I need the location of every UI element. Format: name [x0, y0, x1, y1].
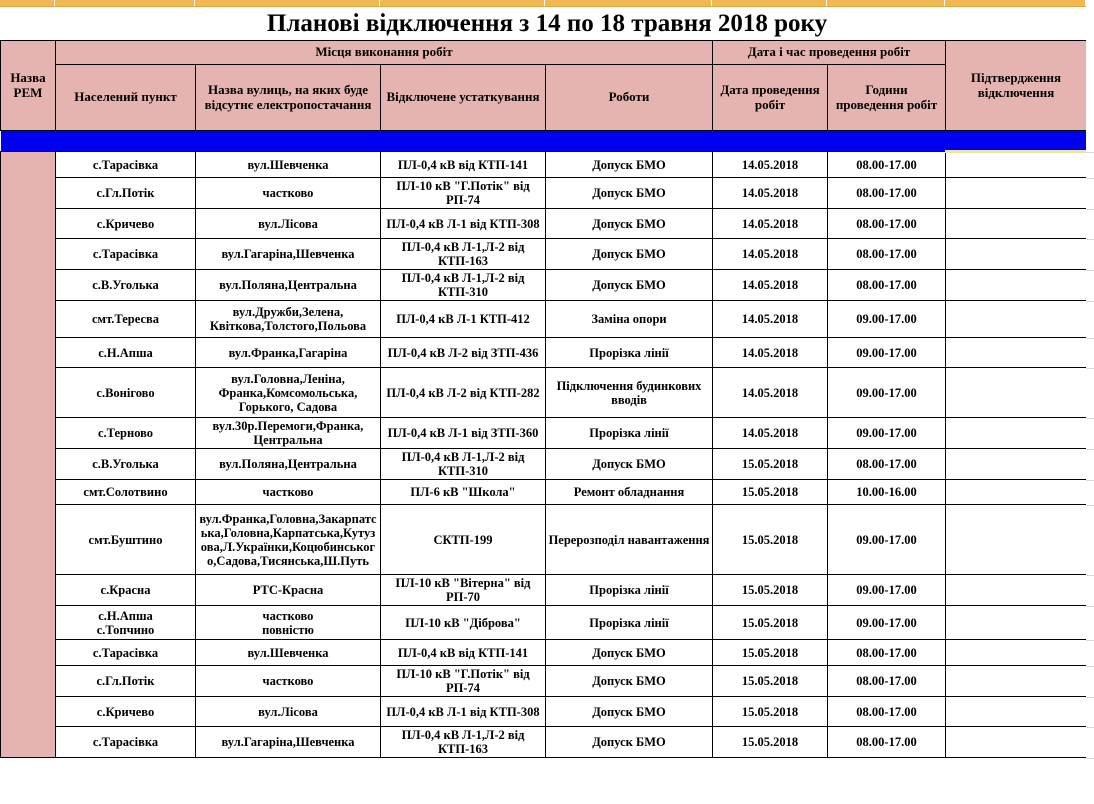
cell-streets[interactable]: частково повністю [196, 606, 381, 640]
selection-band-cell-6 [828, 131, 946, 152]
cell-streets[interactable]: вул.Шевченка [196, 152, 381, 178]
selection-band-cell-2 [196, 131, 381, 152]
cell-confirmation[interactable] [946, 239, 1087, 270]
column-strip-segment-3 [380, 0, 545, 6]
cell-confirmation[interactable] [946, 338, 1087, 368]
cell-works[interactable]: Допуск БМО [546, 449, 713, 480]
gutter-tick [1086, 418, 1094, 419]
cell-confirmation[interactable] [946, 640, 1087, 666]
cell-hours[interactable]: 08.00-17.00 [828, 209, 946, 239]
gutter-tick [1086, 178, 1094, 179]
gutter-tick [1086, 152, 1094, 153]
cell-hours[interactable]: 09.00-17.00 [828, 338, 946, 368]
cell-town[interactable]: смт.Тересва [56, 301, 196, 338]
column-strip-segment-5 [712, 0, 827, 6]
cell-works[interactable]: Допуск БМО [546, 152, 713, 178]
cell-hours[interactable]: 09.00-17.00 [828, 575, 946, 606]
cell-town[interactable]: смт.Солотвино [56, 480, 196, 505]
cell-works[interactable]: Допуск БМО [546, 270, 713, 301]
col-header-date: Дата проведення робіт [713, 65, 828, 131]
right-gutter [1086, 0, 1094, 804]
cell-date[interactable]: 15.05.2018 [713, 640, 828, 666]
cell-hours[interactable]: 08.00-17.00 [828, 239, 946, 270]
cell-date[interactable]: 14.05.2018 [713, 270, 828, 301]
cell-equipment[interactable]: ПЛ-0,4 кВ Л-1,Л-2 від КТП-163 [381, 239, 546, 270]
header-group-row [1, 41, 1087, 65]
cell-works[interactable]: Допуск БМО [546, 666, 713, 697]
cell-streets[interactable]: РТС-Красна [196, 575, 381, 606]
cell-town[interactable]: с.Кричево [56, 697, 196, 727]
selection-band-cell-3 [381, 131, 546, 152]
table-header [1, 41, 1087, 131]
gutter-tick [1086, 758, 1094, 759]
cell-works[interactable]: Прорізка лінії [546, 418, 713, 449]
cell-works[interactable]: Підключення будинкових вводів [546, 368, 713, 418]
selection-band-cell-0 [1, 131, 56, 152]
cell-confirmation[interactable] [946, 178, 1087, 209]
table-row[interactable] [1, 727, 1087, 758]
cell-confirmation[interactable] [946, 301, 1087, 338]
gutter-tick [1086, 575, 1094, 576]
cell-town[interactable]: с.Тарасівка [56, 640, 196, 666]
selection-band-cell-5 [713, 131, 828, 152]
cell-hours[interactable]: 08.00-17.00 [828, 727, 946, 758]
cell-works[interactable]: Заміна опори [546, 301, 713, 338]
table-row[interactable] [1, 152, 1087, 178]
gutter-tick [1086, 697, 1094, 698]
cell-equipment[interactable]: ПЛ-10 кВ "Г.Потік" від РП-74 [381, 666, 546, 697]
cell-town[interactable]: с.Тарасівка [56, 239, 196, 270]
cell-works[interactable]: Ремонт обладнання [546, 480, 713, 505]
table-row[interactable] [1, 480, 1087, 505]
gutter-tick [1086, 666, 1094, 667]
cell-streets[interactable]: вул.Гагаріна,Шевченка [196, 727, 381, 758]
cell-confirmation[interactable] [946, 727, 1087, 758]
cell-hours[interactable]: 09.00-17.00 [828, 606, 946, 640]
cell-town[interactable]: с.Тарасівка [56, 152, 196, 178]
cell-equipment[interactable]: ПЛ-10 кВ "Вітерна" від РП-70 [381, 575, 546, 606]
cell-hours[interactable]: 08.00-17.00 [828, 449, 946, 480]
column-strip-segment-7 [945, 0, 1086, 6]
cell-streets[interactable]: вул.Лісова [196, 697, 381, 727]
cell-date[interactable]: 15.05.2018 [713, 666, 828, 697]
cell-confirmation[interactable] [946, 368, 1087, 418]
cell-equipment[interactable]: ПЛ-10 кВ "Г.Потік" від РП-74 [381, 178, 546, 209]
cell-hours[interactable]: 09.00-17.00 [828, 505, 946, 575]
cell-date[interactable]: 15.05.2018 [713, 575, 828, 606]
col-header-town: Населений пункт [56, 65, 196, 131]
cell-confirmation[interactable] [946, 666, 1087, 697]
col-header-confirmation: Підтвердження відключення [946, 41, 1087, 131]
gutter-tick [1086, 209, 1094, 210]
table-row[interactable] [1, 270, 1087, 301]
cell-town[interactable]: с.Красна [56, 575, 196, 606]
col-group-places: Місця виконання робіт [56, 41, 713, 65]
cell-streets[interactable]: вул.Шевченка [196, 640, 381, 666]
gutter-tick [1086, 368, 1094, 369]
spreadsheet-column-strip [0, 0, 1094, 7]
column-strip-segment-4 [545, 0, 712, 6]
cell-works[interactable]: Допуск БМО [546, 697, 713, 727]
cell-equipment[interactable]: ПЛ-0,4 кВ Л-2 від ЗТП-436 [381, 338, 546, 368]
cell-streets[interactable]: вул.Дружби,Зелена, Квіткова,Толстого,Польова [196, 301, 381, 338]
cell-equipment[interactable]: ПЛ-0,4 кВ від КТП-141 [381, 152, 546, 178]
cell-confirmation[interactable] [946, 270, 1087, 301]
table-row[interactable] [1, 301, 1087, 338]
outage-schedule-table [0, 40, 1087, 758]
table-row[interactable] [1, 606, 1087, 640]
column-strip-segment-2 [195, 0, 380, 6]
cell-works[interactable]: Допуск БМО [546, 640, 713, 666]
page-title: Планові відключення з 14 по 18 травня 2018 року [266, 10, 828, 37]
cell-streets[interactable]: вул.Гагаріна,Шевченка [196, 239, 381, 270]
cell-date[interactable]: 14.05.2018 [713, 301, 828, 338]
cell-hours[interactable]: 09.00-17.00 [828, 301, 946, 338]
cell-equipment[interactable]: СКТП-199 [381, 505, 546, 575]
gutter-tick [1086, 505, 1094, 506]
gutter-tick [1086, 606, 1094, 607]
cell-hours[interactable]: 08.00-17.00 [828, 640, 946, 666]
col-header-works: Роботи [546, 65, 713, 131]
col-group-datetime: Дата і час проведення робіт [713, 41, 946, 65]
table-row[interactable] [1, 338, 1087, 368]
cell-date[interactable]: 14.05.2018 [713, 178, 828, 209]
cell-works[interactable]: Прорізка лінії [546, 575, 713, 606]
col-header-equipment: Відключене устаткування [381, 65, 546, 131]
cell-works[interactable]: Прорізка лінії [546, 338, 713, 368]
table-row[interactable] [1, 209, 1087, 239]
cell-hours[interactable]: 09.00-17.00 [828, 368, 946, 418]
cell-date[interactable]: 15.05.2018 [713, 606, 828, 640]
cell-confirmation[interactable] [946, 697, 1087, 727]
gutter-tick [1086, 301, 1094, 302]
cell-hours[interactable]: 08.00-17.00 [828, 270, 946, 301]
table-row[interactable] [1, 697, 1087, 727]
cell-streets[interactable]: вул.Франка,Головна,Закарпатська,Головна,Карпатська,Кутузова,Л.Українки,Коцюбинського,Садова,Тисянська,Ш.Путь [196, 505, 381, 575]
cell-streets[interactable]: вул.30р.Перемоги,Франка, Центральна [196, 418, 381, 449]
table-row[interactable] [1, 239, 1087, 270]
cell-confirmation[interactable] [946, 449, 1087, 480]
gutter-tick [1086, 270, 1094, 271]
outage-schedule-sheet [0, 40, 1086, 758]
selection-band-cell-1 [56, 131, 196, 152]
table-row[interactable] [1, 178, 1087, 209]
cell-works[interactable]: Допуск БМО [546, 239, 713, 270]
cell-date[interactable]: 14.05.2018 [713, 418, 828, 449]
cell-town[interactable]: с.Вонігово [56, 368, 196, 418]
selection-band-cell-4 [546, 131, 713, 152]
cell-confirmation[interactable] [946, 418, 1087, 449]
cell-town[interactable]: с.Н.Апша с.Топчино [56, 606, 196, 640]
cell-equipment[interactable]: ПЛ-0,4 кВ від КТП-141 [381, 640, 546, 666]
cell-date[interactable]: 14.05.2018 [713, 338, 828, 368]
cell-hours[interactable]: 08.00-17.00 [828, 697, 946, 727]
cell-works[interactable]: Допуск БМО [546, 209, 713, 239]
cell-equipment[interactable]: ПЛ-0,4 кВ Л-1,Л-2 від КТП-163 [381, 727, 546, 758]
cell-town[interactable]: с.В.Уголька [56, 449, 196, 480]
cell-date[interactable]: 14.05.2018 [713, 209, 828, 239]
gutter-tick [1086, 640, 1094, 641]
cell-confirmation[interactable] [946, 209, 1087, 239]
gutter-tick [1086, 480, 1094, 481]
column-strip-segment-0 [0, 0, 55, 6]
table-row[interactable] [1, 575, 1087, 606]
cell-streets[interactable]: частково [196, 666, 381, 697]
selection-band-cell-7 [946, 131, 1087, 152]
col-header-rem: Назва РЕМ [1, 41, 56, 131]
cell-hours[interactable]: 08.00-17.00 [828, 152, 946, 178]
table-row[interactable] [1, 666, 1087, 697]
cell-town[interactable]: с.Терново [56, 418, 196, 449]
cell-date[interactable]: 15.05.2018 [713, 505, 828, 575]
table-row[interactable] [1, 505, 1087, 575]
gutter-tick [1086, 338, 1094, 339]
cell-equipment[interactable]: ПЛ-0,4 кВ Л-1 від КТП-308 [381, 209, 546, 239]
cell-town[interactable]: с.Тарасівка [56, 727, 196, 758]
gutter-tick [1086, 449, 1094, 450]
table-row[interactable] [1, 368, 1087, 418]
table-row[interactable] [1, 640, 1087, 666]
cell-equipment[interactable]: ПЛ-0,4 кВ Л-1 від ЗТП-360 [381, 418, 546, 449]
cell-hours[interactable]: 09.00-17.00 [828, 418, 946, 449]
column-strip-segment-6 [827, 0, 945, 6]
cell-streets[interactable]: вул.Поляна,Центральна [196, 270, 381, 301]
column-strip-segment-1 [55, 0, 195, 6]
cell-works[interactable]: Перерозподіл навантаження [546, 505, 713, 575]
cell-hours[interactable]: 10.00-16.00 [828, 480, 946, 505]
cell-rem-merged[interactable] [1, 152, 56, 758]
cell-works[interactable]: Прорізка лінії [546, 606, 713, 640]
cell-streets[interactable]: вул.Поляна,Центральна [196, 449, 381, 480]
cell-town[interactable]: с.Н.Апша [56, 338, 196, 368]
header-sub-row [1, 65, 1087, 131]
col-header-hours: Години проведення робіт [828, 65, 946, 131]
cell-confirmation[interactable] [946, 480, 1087, 505]
cell-equipment[interactable]: ПЛ-6 кВ "Школа" [381, 480, 546, 505]
cell-town[interactable]: с.Гл.Потік [56, 178, 196, 209]
gutter-tick [1086, 727, 1094, 728]
cell-confirmation[interactable] [946, 606, 1087, 640]
cell-date[interactable]: 15.05.2018 [713, 697, 828, 727]
cell-date[interactable]: 15.05.2018 [713, 449, 828, 480]
cell-confirmation[interactable] [946, 505, 1087, 575]
cell-date[interactable]: 14.05.2018 [713, 239, 828, 270]
cell-hours[interactable]: 08.00-17.00 [828, 666, 946, 697]
cell-equipment[interactable]: ПЛ-0,4 кВ Л-1 КТП-412 [381, 301, 546, 338]
cell-streets[interactable]: вул.Головна,Леніна, Франка,Комсомольська, Горького, Садова [196, 368, 381, 418]
cell-date[interactable]: 14.05.2018 [713, 368, 828, 418]
gutter-tick [1086, 239, 1094, 240]
selection-highlight-band[interactable] [1, 131, 1087, 152]
cell-streets[interactable]: частково [196, 480, 381, 505]
table-body [1, 131, 1087, 758]
col-header-streets: Назва вулиць, на яких буде відсутнє електропостачання [196, 65, 381, 131]
cell-streets[interactable]: вул.Франка,Гагаріна [196, 338, 381, 368]
cell-hours[interactable]: 08.00-17.00 [828, 178, 946, 209]
cell-equipment[interactable]: ПЛ-0,4 кВ Л-1,Л-2 від КТП-310 [381, 270, 546, 301]
table-row[interactable] [1, 449, 1087, 480]
cell-town[interactable]: смт.Буштино [56, 505, 196, 575]
cell-equipment[interactable]: ПЛ-10 кВ "Діброва" [381, 606, 546, 640]
cell-date[interactable]: 15.05.2018 [713, 480, 828, 505]
cell-town[interactable]: с.Кричево [56, 209, 196, 239]
cell-confirmation[interactable] [946, 575, 1087, 606]
table-row[interactable] [1, 418, 1087, 449]
cell-confirmation[interactable] [946, 152, 1087, 178]
cell-equipment[interactable]: ПЛ-0,4 кВ Л-2 від КТП-282 [381, 368, 546, 418]
cell-equipment[interactable]: ПЛ-0,4 кВ Л-1,Л-2 від КТП-310 [381, 449, 546, 480]
cell-town[interactable]: с.В.Уголька [56, 270, 196, 301]
cell-date[interactable]: 15.05.2018 [713, 727, 828, 758]
cell-works[interactable]: Допуск БМО [546, 178, 713, 209]
cell-date[interactable]: 14.05.2018 [713, 152, 828, 178]
cell-streets[interactable]: частково [196, 178, 381, 209]
cell-streets[interactable]: вул.Лісова [196, 209, 381, 239]
cell-works[interactable]: Допуск БМО [546, 727, 713, 758]
cell-town[interactable]: с.Гл.Потік [56, 666, 196, 697]
cell-equipment[interactable]: ПЛ-0,4 кВ Л-1 від КТП-308 [381, 697, 546, 727]
